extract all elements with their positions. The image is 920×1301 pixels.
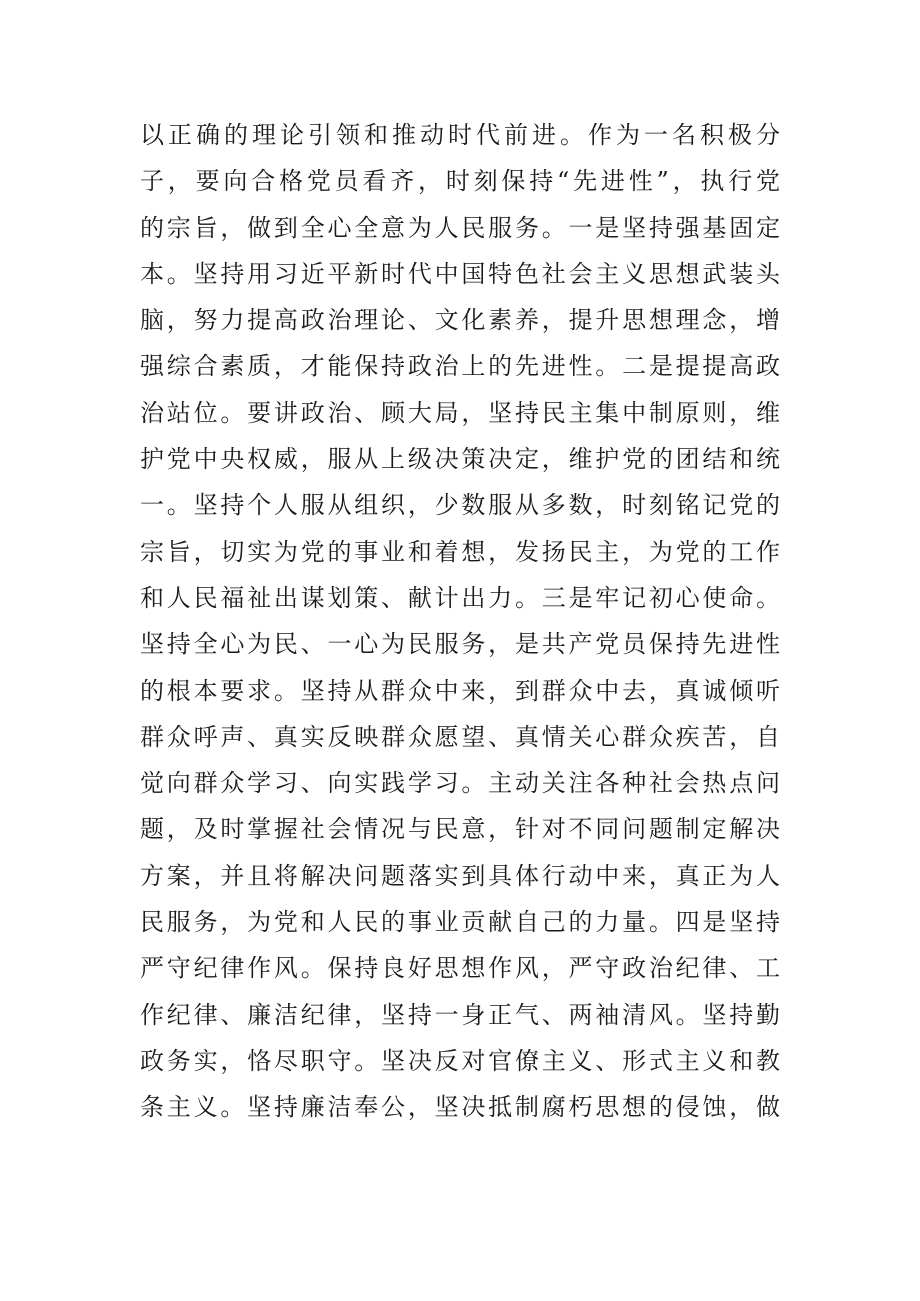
text-line-10: 宗旨，切实为党的事业和着想，发扬民主，为党的工作 (140, 537, 780, 566)
text-line-19: 严守纪律作风。保持良好思想作风，严守政治纪律、工 (140, 954, 780, 983)
body-paragraph (140, 112, 780, 1131)
text-line-20: 作纪律、廉洁纪律，坚持一身正气、两袖清风。坚持勤 (140, 1000, 780, 1029)
text-line-5: 脑，努力提高政治理论、文化素养，提升思想理念，增 (140, 306, 780, 335)
text-line-22: 条主义。坚持廉洁奉公，坚决抵制腐朽思想的侵蚀，做 (140, 1093, 780, 1122)
text-line-15: 觉向群众学习、向实践学习。主动关注各种社会热点问 (140, 769, 780, 798)
text-line-11: 和人民福祉出谋划策、献计出力。三是牢记初心使命。 (140, 583, 780, 612)
text-line-6: 强综合素质，才能保持政治上的先进性。二是提提高政 (140, 352, 780, 381)
text-line-9: 一。坚持个人服从组织，少数服从多数，时刻铭记党的 (140, 491, 780, 520)
text-line-1: 以正确的理论引领和推动时代前进。作为一名积极分 (140, 121, 780, 149)
text-line-2: 子，要向合格党员看齐，时刻保持“先进性”，执行党 (140, 167, 780, 196)
text-line-4: 本。坚持用习近平新时代中国特色社会主义思想武装头 (140, 259, 780, 288)
text-line-13: 的根本要求。坚持从群众中来，到群众中去，真诚倾听 (140, 676, 780, 705)
text-line-7: 治站位。要讲政治、顾大局，坚持民主集中制原则，维 (140, 398, 780, 427)
text-line-21: 政务实，恪尽职守。坚决反对官僚主义、形式主义和教 (140, 1046, 780, 1075)
text-line-8: 护党中央权威，服从上级决策决定，维护党的团结和统 (140, 445, 780, 474)
text-line-18: 民服务，为党和人民的事业贡献自己的力量。四是坚持 (140, 908, 780, 937)
text-line-3: 的宗旨，做到全心全意为人民服务。一是坚持强基固定 (140, 213, 780, 242)
text-line-16: 题，及时掌握社会情况与民意，针对不同问题制定解决 (140, 815, 780, 844)
text-line-12: 坚持全心为民、一心为民服务，是共产党员保持先进性 (140, 630, 780, 659)
text-line-14: 群众呼声、真实反映群众愿望、真情关心群众疾苦，自 (140, 722, 780, 751)
text-line-17: 方案，并且将解决问题落实到具体行动中来，真正为人 (140, 861, 780, 890)
